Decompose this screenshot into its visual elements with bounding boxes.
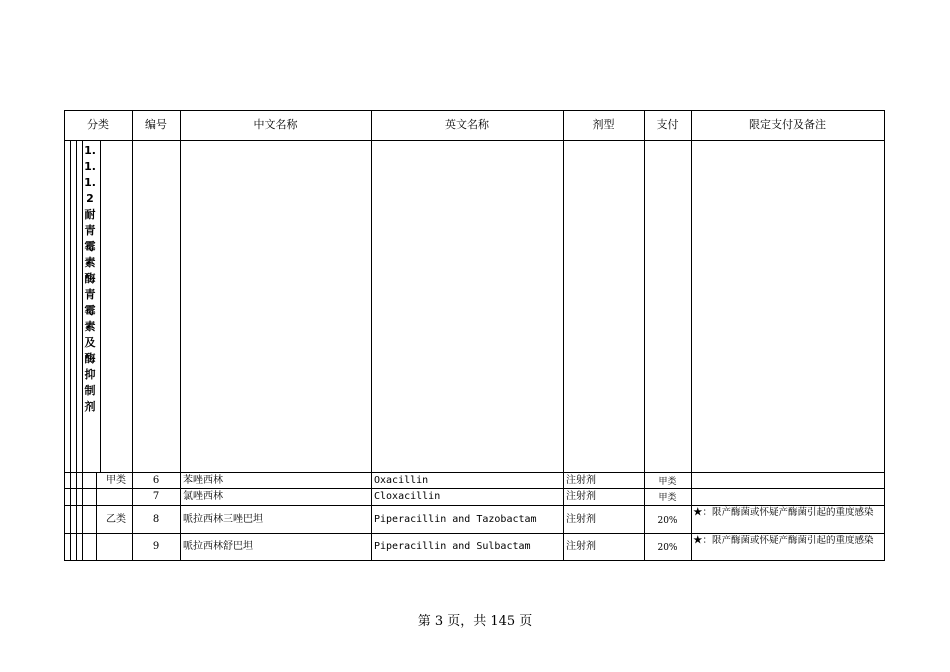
row-7-form: 注射剂 <box>566 491 596 502</box>
page-footer: 第 3 页，共 145 页 <box>417 614 533 629</box>
row-9-payment: 20% <box>657 543 678 553</box>
row-8-category: 乙类 <box>106 514 126 525</box>
header-en-name: 英文名称 <box>445 118 489 131</box>
col-line <box>884 110 885 561</box>
subcol-line <box>70 140 71 561</box>
header-dosage-form: 剂型 <box>592 118 615 131</box>
row-line <box>64 472 885 473</box>
row-9-note: ★：限产酶菌或怀疑产酶菌引起的重度感染 <box>693 535 874 546</box>
row-7-number: 7 <box>152 491 160 502</box>
row-line <box>64 488 885 489</box>
table-border-bottom <box>64 560 885 561</box>
row-line <box>64 505 885 506</box>
row-8-form: 注射剂 <box>566 514 596 525</box>
row-6-form: 注射剂 <box>566 475 596 486</box>
col-line <box>691 110 692 561</box>
row-8-en-name: Piperacillin and Tazobactam <box>374 514 537 525</box>
col-line <box>371 110 372 561</box>
row-9-number: 9 <box>152 541 160 552</box>
header-limits: 限定支付及备注 <box>749 118 826 131</box>
row-6-cn-name: 苯唑西林 <box>183 475 223 486</box>
header-category: 分类 <box>87 118 109 131</box>
subcol-line <box>96 472 97 561</box>
table-border-top <box>64 110 885 111</box>
header-number: 编号 <box>145 118 167 131</box>
row-line <box>64 533 885 534</box>
row-7-cn-name: 氯唑西林 <box>183 491 223 502</box>
subcol-line <box>82 140 83 561</box>
header-cn-name: 中文名称 <box>253 118 298 131</box>
col-line <box>563 110 564 561</box>
row-6-en-name: Oxacillin <box>374 475 429 486</box>
row-7-payment: 甲类 <box>658 493 677 503</box>
row-9-form: 注射剂 <box>566 541 596 552</box>
subcol-line <box>76 140 77 561</box>
subcol-line <box>100 140 101 473</box>
row-8-cn-name: 哌拉西林三唑巴坦 <box>183 514 263 525</box>
row-9-cn-name: 哌拉西林舒巴坦 <box>183 541 253 552</box>
row-8-note: ★：限产酶菌或怀疑产酶菌引起的重度感染 <box>693 507 874 518</box>
row-8-number: 8 <box>152 514 160 525</box>
row-6-number: 6 <box>152 475 160 486</box>
group-label: 1.1.1.2耐青霉素酶青霉素及酶抑制剂 <box>84 144 96 413</box>
row-6-payment: 甲类 <box>658 477 677 487</box>
row-6-category: 甲类 <box>106 475 126 486</box>
header-bottom-line <box>64 140 885 141</box>
col-line <box>64 110 65 561</box>
row-8-payment: 20% <box>657 516 678 526</box>
col-line <box>180 110 181 561</box>
row-9-en-name: Piperacillin and Sulbactam <box>374 541 531 552</box>
row-7-en-name: Cloxacillin <box>374 491 441 502</box>
header-payment: 支付 <box>656 118 679 131</box>
